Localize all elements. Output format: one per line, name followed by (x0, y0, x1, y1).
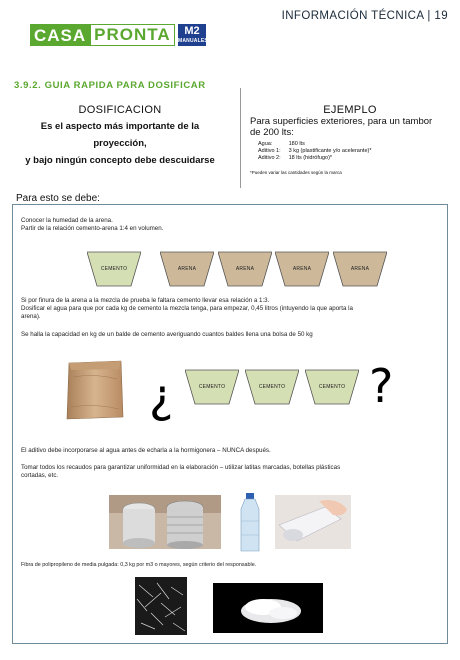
step-text: Dosificar el agua para que por cada kg de cemento la mezcla tenga, para empezar, 0,45 litros (intuyendo la que aporta la (21, 305, 353, 312)
fiber-pile-photo (213, 583, 323, 633)
cemento-trapezoid (185, 369, 239, 405)
ejemplo-text (250, 116, 450, 138)
trapezoid-label: CEMENTO (258, 384, 286, 390)
ejemplo-dosage-table (258, 141, 379, 162)
dosage-label: Aditivo 1: (258, 148, 281, 154)
tin-cans-photo (109, 495, 221, 549)
dosage-label: Aditivo 2: (258, 155, 281, 161)
plastic-bottle-photo (235, 491, 265, 555)
cemento-trapezoid (87, 251, 141, 287)
dosage-value: 18 lts (hidrófugo)* (288, 155, 333, 161)
arena-trapezoid (160, 251, 214, 287)
logo-pronta-text: PRONTA (90, 24, 175, 46)
instructions-box (12, 204, 448, 644)
ejemplo-footnote: *Pueden variar las cantidades según la marca (250, 170, 342, 175)
arena-trapezoid (333, 251, 387, 287)
trapezoid-label: CEMENTO (198, 384, 226, 390)
arena-trapezoid (218, 251, 272, 287)
page-header-title: INFORMACIÓN TÉCNICA | 19 (281, 10, 448, 22)
trapezoid-label: ARENA (292, 266, 312, 272)
trapezoid-label: CEMENTO (100, 266, 128, 272)
dosage-value: 3 kg (plastificante y/o acelerante)* (288, 148, 372, 154)
cemento-trapezoid (245, 369, 299, 405)
cement-bag-image (63, 357, 127, 423)
step-text: El aditivo debe incorporarse al agua antes de echarla a la hormigonera – NUNCA después. (21, 447, 271, 454)
polypropylene-fiber-photo (135, 577, 187, 635)
logo-casa-text: CASA (30, 24, 90, 46)
step-text: Tomar todos los recaudos para garantizar uniformidad en la elaboración – utilizar latitas marcadas, botellas plásticas (21, 464, 341, 471)
logo-m2-subtext: MANUALES (178, 38, 208, 44)
table-row (258, 141, 379, 148)
inverted-question-mark: ¿ (149, 369, 174, 423)
ejemplo-heading: EJEMPLO (323, 104, 377, 116)
section-title: 3.9.2. GUIA RAPIDA PARA DOSIFICAR (14, 80, 206, 91)
step-text: Partir de la relación cemento-arena 1:4 en volumen. (21, 225, 164, 232)
trapezoid-label: ARENA (177, 266, 197, 272)
arena-trapezoid (275, 251, 329, 287)
question-mark: ? (369, 359, 394, 413)
ejemplo-column (250, 104, 450, 175)
dosage-label: Agua: (258, 141, 273, 147)
step-text: Conocer la humedad de la arena. (21, 217, 113, 224)
dosificacion-heading: DOSIFICACION (78, 104, 162, 116)
casapronta-logo (30, 24, 175, 46)
step-text: arena). (21, 313, 41, 320)
step-text: Se halla la capacidad en kg de un balde de cemento averiguando cuantos baldes llena una bolsa de 50 kg (21, 331, 313, 338)
cemento-trapezoid (305, 369, 359, 405)
dosificacion-line: y bajo ningún concepto debe descuidarse (25, 155, 215, 166)
dosificacion-line: proyección, (93, 138, 147, 149)
dosificacion-text (20, 118, 220, 169)
step-text: Si por finura de la arena a la mezcla de prueba le faltara cemento llevar esa relación a 1:3. (21, 297, 270, 304)
dosage-value: 180 lts (288, 141, 305, 147)
table-row (258, 155, 379, 162)
dosificacion-line: Es el aspecto más importante de la (40, 121, 200, 132)
trapezoid-label: ARENA (350, 266, 370, 272)
trapezoid-label: ARENA (235, 266, 255, 272)
ejemplo-line: de 200 lts: (250, 127, 294, 138)
trapezoid-label: CEMENTO (318, 384, 346, 390)
para-esto-label: Para esto se debe: (16, 193, 100, 204)
logo-m2-text: M2 (184, 25, 200, 37)
column-divider (240, 88, 241, 188)
dosificacion-column (20, 104, 220, 169)
m2-manuales-logo (178, 24, 206, 46)
ejemplo-line: Para superficies exteriores, para un tambor (250, 116, 433, 127)
table-row (258, 148, 379, 155)
step-text: cortadas, etc. (21, 472, 59, 479)
cut-bottle-photo (275, 495, 351, 549)
step-text: Fibra de polipropileno de media pulgada: 0,3 kg por m3 o mayores, según criterio del responsable. (21, 562, 257, 568)
